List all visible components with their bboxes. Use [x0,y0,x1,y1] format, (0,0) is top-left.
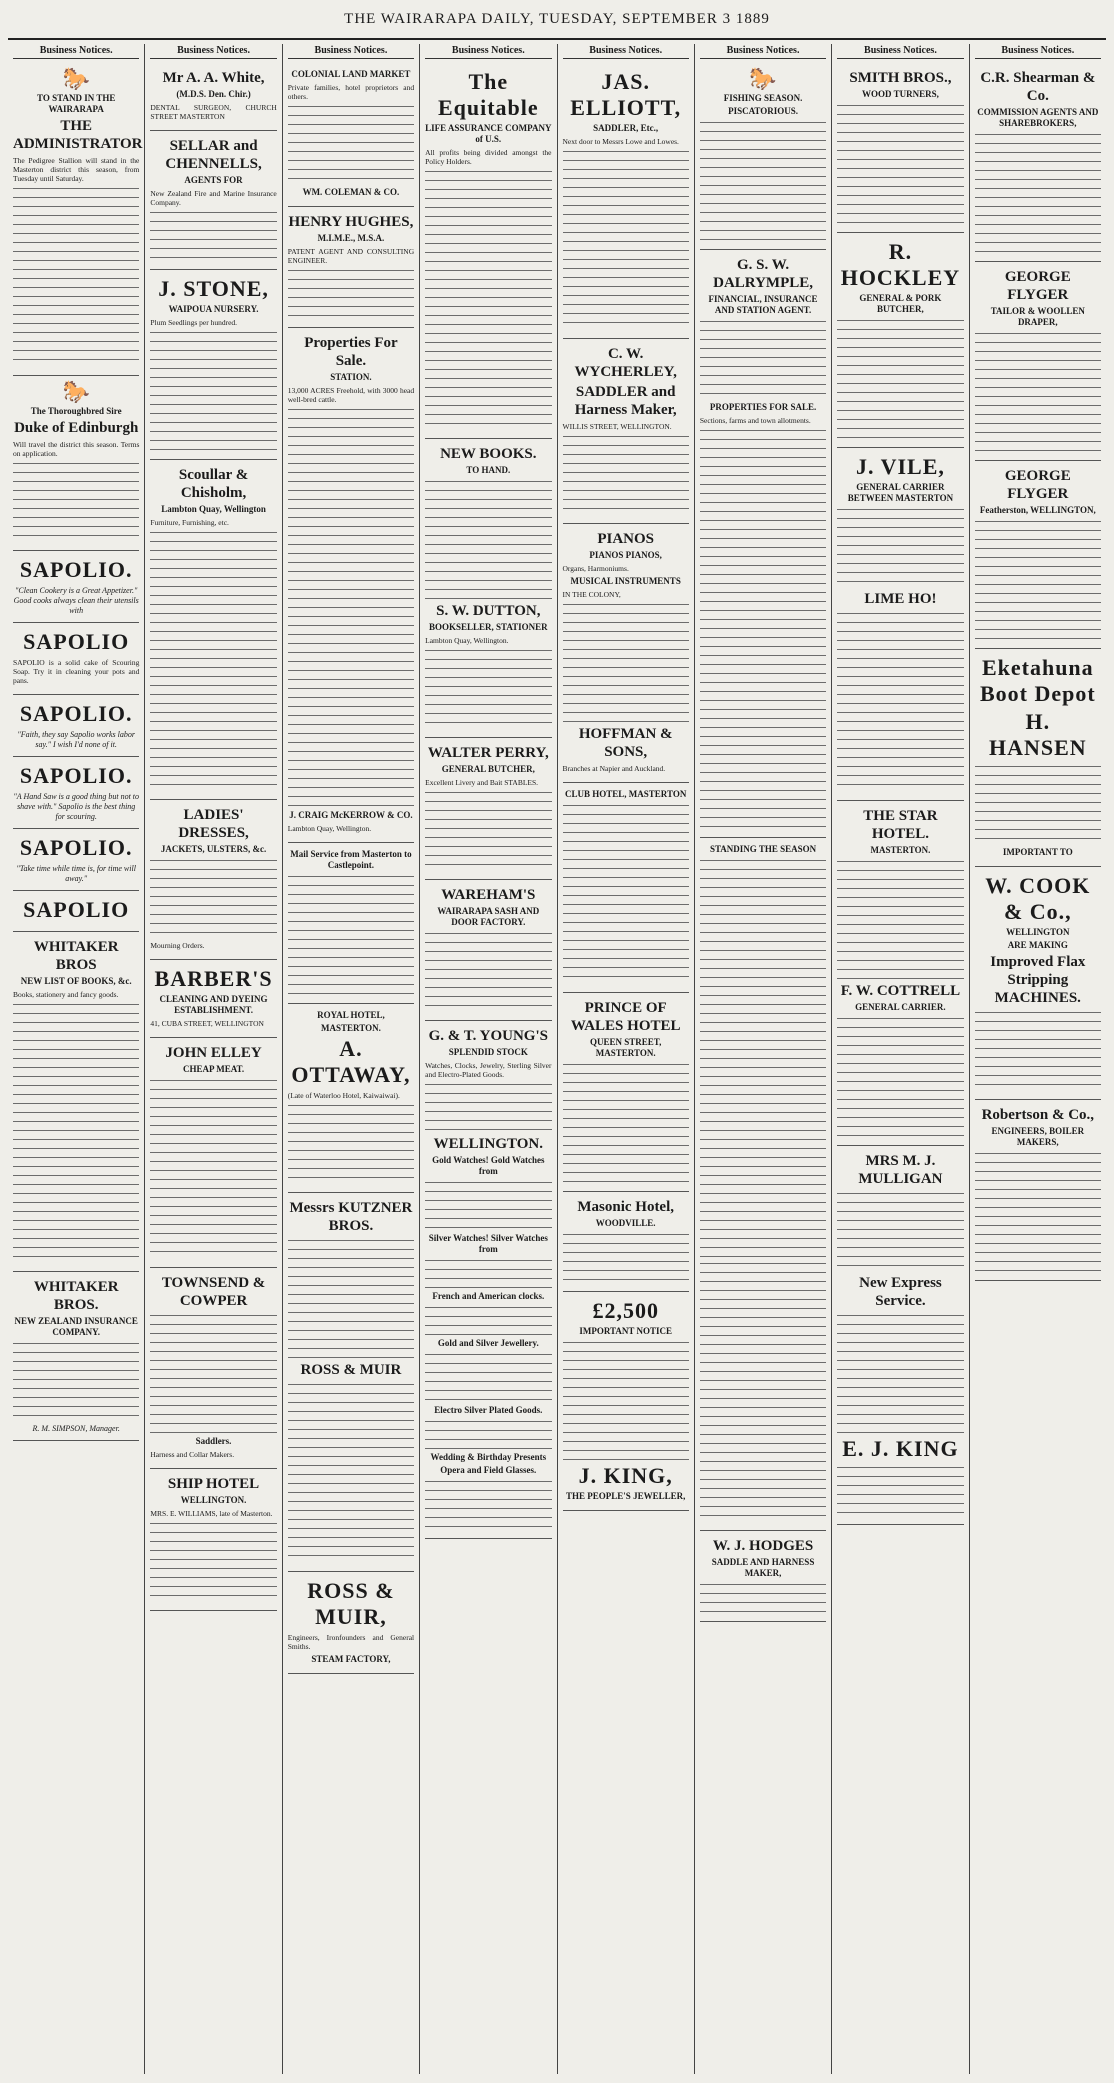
column-header: Business Notices. [975,44,1101,59]
text-block [700,319,826,399]
text-block [425,1479,551,1529]
text-block [425,1258,551,1288]
text-block [150,530,276,790]
text-block [837,859,963,979]
text-block [700,120,826,240]
ad-barbers: BARBER'S CLEANING AND DYEING ESTABLISHMENT. 41, CUBA STREET, WELLINGTON [150,960,276,1038]
ad-sapolio-5: SAPOLIO. "Take time while time is, for time will away." [13,829,139,891]
text-block [837,507,963,587]
ad-eketahuna: Eketahuna Boot Depot H. HANSEN IMPORTANT TO [975,649,1101,867]
ad-wycherley: C. W. WYCHERLEY, SADDLER and Harness Maker, WILLIS STREET, WELLINGTON. [563,339,689,524]
ad-george-flyger-2: GEORGE FLYGER Featherston, WELLINGTON, [975,461,1101,649]
ad-henry-hughes: HENRY HUGHES, M.I.M.E., M.S.A. PATENT AGENT AND CONSULTING ENGINEER. [288,207,414,328]
ad-ladies-dresses: LADIES' DRESSES, JACKETS, ULSTERS, &c. Mourning Orders. [150,800,276,960]
text-block [150,330,276,450]
text-block [563,1062,689,1182]
ad-dentist-white: Mr A. A. White, (M.D.S. Den. Chir.) DENTAL SURGEON, CHURCH STREET MASTERTON [150,63,276,131]
newspaper-title: THE WAIRARAPA DAILY, TUESDAY, SEPTEMBER 3 1889 [344,10,770,27]
text-block [425,931,551,1011]
ad-whitaker-insurance: WHITAKER BROS. NEW ZEALAND INSURANCE COMPANY. R. M. SIMPSON, Manager. [13,1272,139,1441]
column-header: Business Notices. [13,44,139,59]
text-block [288,407,414,807]
text-block [563,803,689,983]
text-block [425,648,551,728]
ad-colonial-land-market: COLONIAL LAND MARKET Private families, hotel proprietors and others. WM. COLEMAN & CO. [288,63,414,207]
ad-sapolio-2: SAPOLIO SAPOLIO is a solid cake of Scouring Soap. Try it in cleaning your pots and pans. [13,623,139,695]
ad-hodges: W. J. HODGES SADDLE AND HARNESS MAKER, [700,1531,826,1622]
ad-masonic-hotel: Masonic Hotel, WOODVILLE. [563,1192,689,1292]
text-block [150,1521,276,1601]
text-block [13,1341,139,1421]
column-header: Business Notices. [150,44,276,59]
text-block [700,428,826,828]
ad-smith-bros: SMITH BROS., WOOD TURNERS, [837,63,963,233]
column-header: Business Notices. [563,44,689,59]
horse-icon: 🐎 [749,66,777,91]
text-block [150,210,276,260]
text-block [837,1465,963,1515]
ad-mulligan: MRS M. J. MULLIGAN New Express Service. E. J. KING [837,1146,963,1525]
ad-warehams: WAREHAM'S WAIRARAPA SASH AND DOOR FACTORY. [425,880,551,1021]
text-block [13,461,139,541]
text-block [425,1419,551,1449]
ad-ship-hotel: SHIP HOTEL WELLINGTON. MRS. E. WILLIAMS, late of Masterton. [150,1469,276,1611]
column-6 [695,44,832,2074]
ad-townsend-cowper: TOWNSEND & COWPER Saddlers. Harness and Collar Makers. [150,1268,276,1469]
ad-robertson: Robertson & Co., ENGINEERS, BOILER MAKERS, [975,1100,1101,1281]
ad-r-hockley: R. HOCKLEY GENERAL & PORK BUTCHER, [837,233,963,448]
text-block [700,1261,826,1521]
text-block [563,602,689,722]
text-block [425,790,551,870]
text-block [288,1238,414,1358]
ad-george-flyger-1: GEORGE FLYGER TAILOR & WOOLLEN DRAPER, [975,262,1101,461]
ad-2500: £2,500 IMPORTANT NOTICE J. KING, THE PEOPLE'S JEWELLER, [563,1292,689,1511]
text-block [563,434,689,514]
column-header: Business Notices. [425,44,551,59]
ad-administrator: 🐎 TO STAND IN THE WAIRARAPA THE ADMINISTRATOR The Pedigree Stallion will stand in the Masterton district this season, from Tuesday until Saturday. [13,63,139,376]
text-block [288,1382,414,1562]
ad-duke-of-edinburgh: 🐎 The Thoroughbred Sire Duke of Edinburgh Will travel the district this season. Terms on application. [13,376,139,551]
ad-new-books: NEW BOOKS. TO HAND. S. W. DUTTON, BOOKSELLER, STATIONER Lambton Quay, Wellington. [425,439,551,738]
text-block [837,1016,963,1136]
column-header: Business Notices. [288,44,414,59]
text-block [975,764,1101,844]
text-block [13,186,139,366]
text-block [837,103,963,223]
text-block [563,1340,689,1460]
ad-fishing-season: 🐎 FISHING SEASON. PISCATORIOUS. [700,63,826,250]
ad-star-hotel: THE STAR HOTEL. MASTERTON. F. W. COTTRELL GENERAL CARRIER. [837,801,963,1146]
ad-john-elley: JOHN ELLEY CHEAP MEAT. [150,1038,276,1268]
text-block [13,1002,139,1262]
ad-standing-season: STANDING THE SEASON [700,838,826,1531]
text-block [975,519,1101,639]
column-1 [8,44,145,2074]
text-block [563,1232,689,1282]
text-block [975,1151,1101,1271]
ad-kutzner-bros: Messrs KUTZNER BROS. ROSS & MUIR [288,1193,414,1572]
column-4 [420,44,557,2074]
text-block [975,1010,1101,1090]
horse-icon: 🐎 [62,66,90,91]
text-block [425,1305,551,1335]
text-block [150,858,276,938]
text-block [425,169,551,429]
ad-sapolio-1: SAPOLIO. "Clean Cookery is a Great Appetizer." Good cooks always clean their utensils with [13,551,139,623]
ad-sellar-chennells: SELLAR and CHENNELLS, AGENTS FOR New Zealand Fire and Marine Insurance Company. [150,131,276,270]
text-block [425,1082,551,1132]
ad-ross-muir: ROSS & MUIR, Engineers, Ironfounders and General Smiths. STEAM FACTORY, [288,1572,414,1674]
column-header: Business Notices. [700,44,826,59]
text-block [150,1313,276,1433]
ad-signature: R. M. SIMPSON, Manager. [32,1424,120,1433]
ad-jas-elliott: JAS. ELLIOTT, SADDLER, Etc., Next door to Messrs Lowe and Lowes. [563,63,689,339]
ad-w-cook: W. COOK & Co., WELLINGTON ARE MAKING Improved Flax Stripping MACHINES. [975,867,1101,1100]
text-block [288,874,414,994]
ad-scoullar-chisholm: Scoullar & Chisholm, Lambton Quay, Wellington Furniture, Furnishing, etc. [150,460,276,800]
ad-j-stone: J. STONE, WAIPOUA NURSERY. Plum Seedlings per hundred. [150,270,276,460]
text-block [288,1103,414,1183]
text-block [150,1078,276,1258]
text-block [425,479,551,599]
text-block [837,1191,963,1271]
column-header: Business Notices. [837,44,963,59]
column-7 [832,44,969,2074]
column-8 [970,44,1106,2074]
ad-club-hotel: CLUB HOTEL, MASTERTON [563,783,689,993]
ad-sapolio-4: SAPOLIO. "A Hand Saw is a good thing but not to shave with." Sapolio is the best thing for scouring. [13,757,139,829]
text-block [975,331,1101,451]
ad-g-t-young: G. & T. YOUNG'S SPLENDID STOCK Watches, Clocks, Jewelry, Sterling Silver and Electro-Plated Goods. WELLINGTON. Gold Watches! Gold Watches from Silver Watches! Silver Watches from French and American clocks. Gold and Silver Jewellery. Electro Silver Plated Goods. Wedding & Birthday Presents Opera and Field Glasses. [425,1021,551,1539]
horse-icon: 🐎 [62,379,90,404]
text-block [288,104,414,184]
column-5 [558,44,695,2074]
ad-shearman: C.R. Shearman & Co. COMMISSION AGENTS AND SHAREBROKERS, [975,63,1101,262]
text-block [700,1582,826,1612]
text-block [837,611,963,791]
ad-equitable: The Equitable LIFE ASSURANCE COMPANY of U.S. All profits being divided amongst the Policy Holders. [425,63,551,439]
text-block [288,268,414,318]
ad-prince-of-wales: PRINCE OF WALES HOTEL QUEEN STREET, MASTERTON. [563,993,689,1192]
ad-dalrymple: G. S. W. DALRYMPLE, FINANCIAL, INSURANCE AND STATION AGENT. PROPERTIES FOR SALE. Sections, farms and town allotments. [700,250,826,838]
text-block [563,149,689,329]
column-3 [283,44,420,2074]
ad-pianos: PIANOS PIANOS PIANOS, Organs, Harmoniums. MUSICAL INSTRUMENTS IN THE COLONY, HOFFMAN & SONS, Branches at Napier and Auckland. [563,524,689,783]
advertising-columns [8,44,1106,2074]
ad-sapolio-6: SAPOLIO [13,891,139,932]
text-block [837,1313,963,1433]
ad-whitaker-books: WHITAKER BROS NEW LIST OF BOOKS, &c. Books, stationery and fancy goods. [13,932,139,1272]
column-2 [145,44,282,2074]
text-block [425,1352,551,1402]
ad-sapolio-3: SAPOLIO. "Faith, they say Sapolio works labor say." I wish I'd none of it. [13,695,139,757]
text-block [425,1180,551,1230]
ad-royal-hotel: ROYAL HOTEL, MASTERTON. A. OTTAWAY, (Late of Waterloo Hotel, Kaiwaiwai). [288,1004,414,1193]
text-block [975,132,1101,252]
ad-walter-perry: WALTER PERRY, GENERAL BUTCHER, Excellent Livery and Bait STABLES. [425,738,551,880]
ad-j-vile: J. VILE, GENERAL CARRIER BETWEEN MASTERTON LIME HO! [837,448,963,801]
ad-properties-for-sale: Properties For Sale. STATION. 13,000 ACRES Freehold, with 3000 head well-bred cattle. J. CRAIG McKERROW & CO. Lambton Quay, Wellington. [288,328,414,843]
masthead [8,0,1106,40]
text-block [837,318,963,438]
text-block [700,858,826,1258]
ad-mail-service: Mail Service from Masterton to Castlepoint. [288,843,414,1004]
